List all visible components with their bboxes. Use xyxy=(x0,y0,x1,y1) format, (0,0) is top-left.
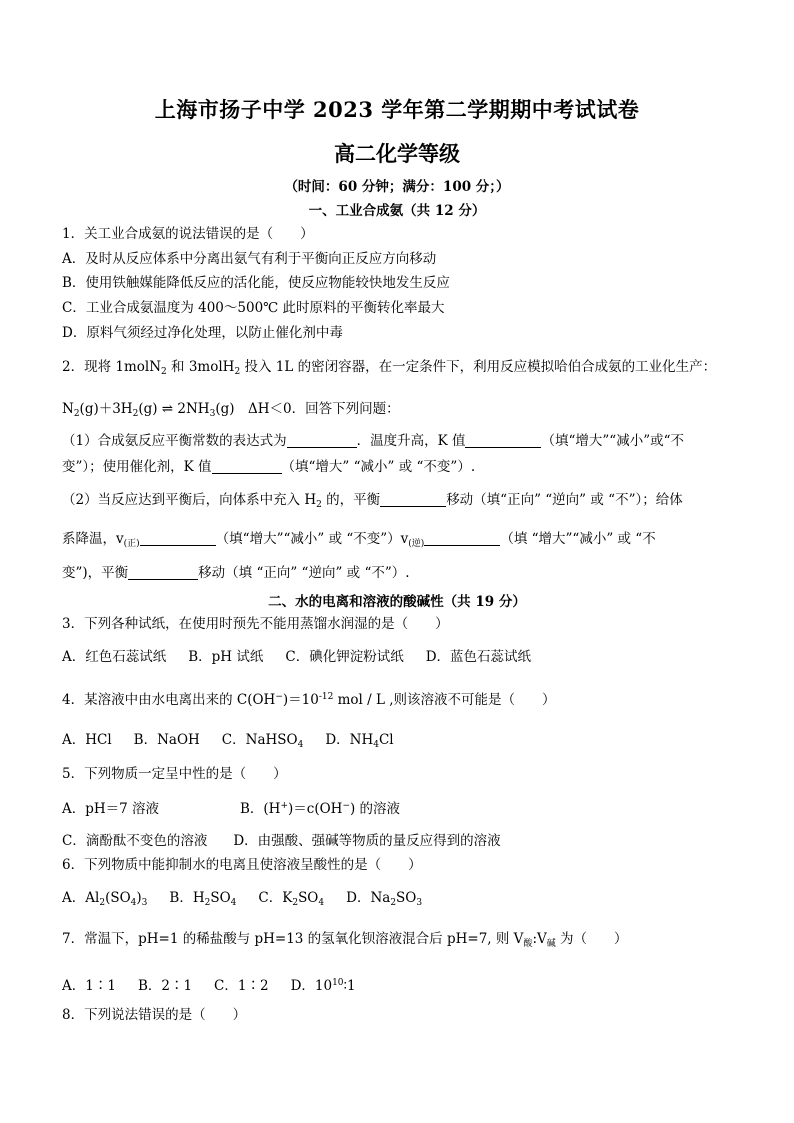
answer-blank[interactable] xyxy=(140,531,216,546)
q3-options: A．红色石蕊试纸 B．pH 试纸 C．碘化钾淀粉试纸 D．蓝色石蕊试纸 xyxy=(62,649,532,665)
q2-part2-line2: 系降温，$v_{(正)}$ （填“增大”“减小” 或 “不变$”)v_{(逆)}$ （填 “增大”“减小” 或 “不 xyxy=(62,531,656,549)
answer-blank[interactable] xyxy=(424,531,500,546)
q1-stem: 1．关工业合成氨的说法错误的是（ ） xyxy=(62,226,314,242)
q1-option-b: B．使用铁触媒能降低反应的活化能，使反应物能较快地发生反应 xyxy=(62,275,450,291)
q4-options: A．HCl B．NaOH C．NaHSO$_4$ D．$NH_4Cl$ xyxy=(62,732,394,750)
answer-blank[interactable] xyxy=(128,565,198,580)
q2-part2-line3: 变”)，平衡 移动（填 “正向” “逆向” 或 “不”）. xyxy=(62,565,410,581)
answer-blank[interactable] xyxy=(212,459,282,474)
q8-stem: 8．下列说法错误的是（ ） xyxy=(62,1007,247,1023)
time-note: （时间：60 分钟；满分：100 分；） xyxy=(284,179,510,195)
q1-option-c: C．工业合成氨温度为 400～500℃ 此时原料的平衡转化率最大 xyxy=(62,300,445,316)
q7-stem: 7．常温下，pH=1 的稀盐酸与 pH=13 的氢氧化钡溶液混合后 pH=7, 则 $V_酸:V_碱$ 为（ ） xyxy=(62,931,628,949)
answer-blank[interactable] xyxy=(287,433,357,448)
q3-stem: 3．下列各种试纸，在使用时预先不能用蒸馏水润湿的是（ ） xyxy=(62,616,449,632)
answer-blank[interactable] xyxy=(380,492,446,507)
q7-options: A．1∶1 B．2∶1 C．1∶2 D．$10^{10}∶1$ xyxy=(62,978,356,994)
q5-options-ab: A．pH＝7 溶液 B．(H+)＝c(OH−) 的溶液 xyxy=(62,801,401,817)
q1-option-a: A．及时从反应体系中分离出氨气有利于平衡向正反应方向移动 xyxy=(62,251,437,267)
q6-options: A．$Al_2(SO_4)_3$ B．$H_2SO_4$ C．$K_2SO_4$ D．$Na_2SO_3$ xyxy=(62,890,423,908)
exam-subtitle: 高二化学等级 xyxy=(334,141,460,166)
section-1-heading: 一、工业合成氨（共 12 分） xyxy=(308,203,486,219)
q2-part1-line2: 变”）；使用催化剂，K 值 （填“增大” “减小” 或 “不变”）. xyxy=(62,459,476,475)
section-2-heading: 二、水的电离和溶液的酸碱性（共 19 分） xyxy=(268,594,526,610)
q2-equation: $N_2(g)+3H_2(g)$ ⇌ $2NH_3(g)$ ΔH＜0．回答下列问题： xyxy=(62,401,400,419)
q5-stem: 5．下列物质一定呈中性的是（ ） xyxy=(62,766,287,782)
q6-stem: 6．下列物质中能抑制水的电离且使溶液呈酸性的是（ ） xyxy=(62,857,422,873)
exam-title: 上海市扬子中学 2023 学年第二学期期中考试试卷 xyxy=(154,97,640,122)
q5-options-cd: C．滴酚酞不变色的溶液 D．由强酸、强碱等物质的量反应得到的溶液 xyxy=(62,833,501,849)
q2-part2-line1: （2）当反应达到平衡后，向体系中充入 $H_2$ 的，平衡 移动（填“正向” “逆向” 或 “不”）；给体 xyxy=(62,492,683,510)
q1-option-d: D．原料气须经过净化处理，以防止催化剂中毒 xyxy=(62,325,343,341)
answer-blank[interactable] xyxy=(465,433,541,448)
q2-stem: 2．现将 1molN$_2$ 和 3molH$_2$ 投入 1L 的密闭容器，在一定条件下，利用反应模拟哈伯合成氨的工业化生产： xyxy=(62,359,717,377)
q4-stem: 4．某溶液中由水电离出来的 $C(OH^-)=10^{-12}$ mol / L ,则该溶液不可能是（ ） xyxy=(62,692,556,708)
q2-part1-line1: （1）合成氨反应平衡常数的表达式为 ．温度升高，K 值 （填“增大”“减小”或“不 xyxy=(62,433,684,449)
